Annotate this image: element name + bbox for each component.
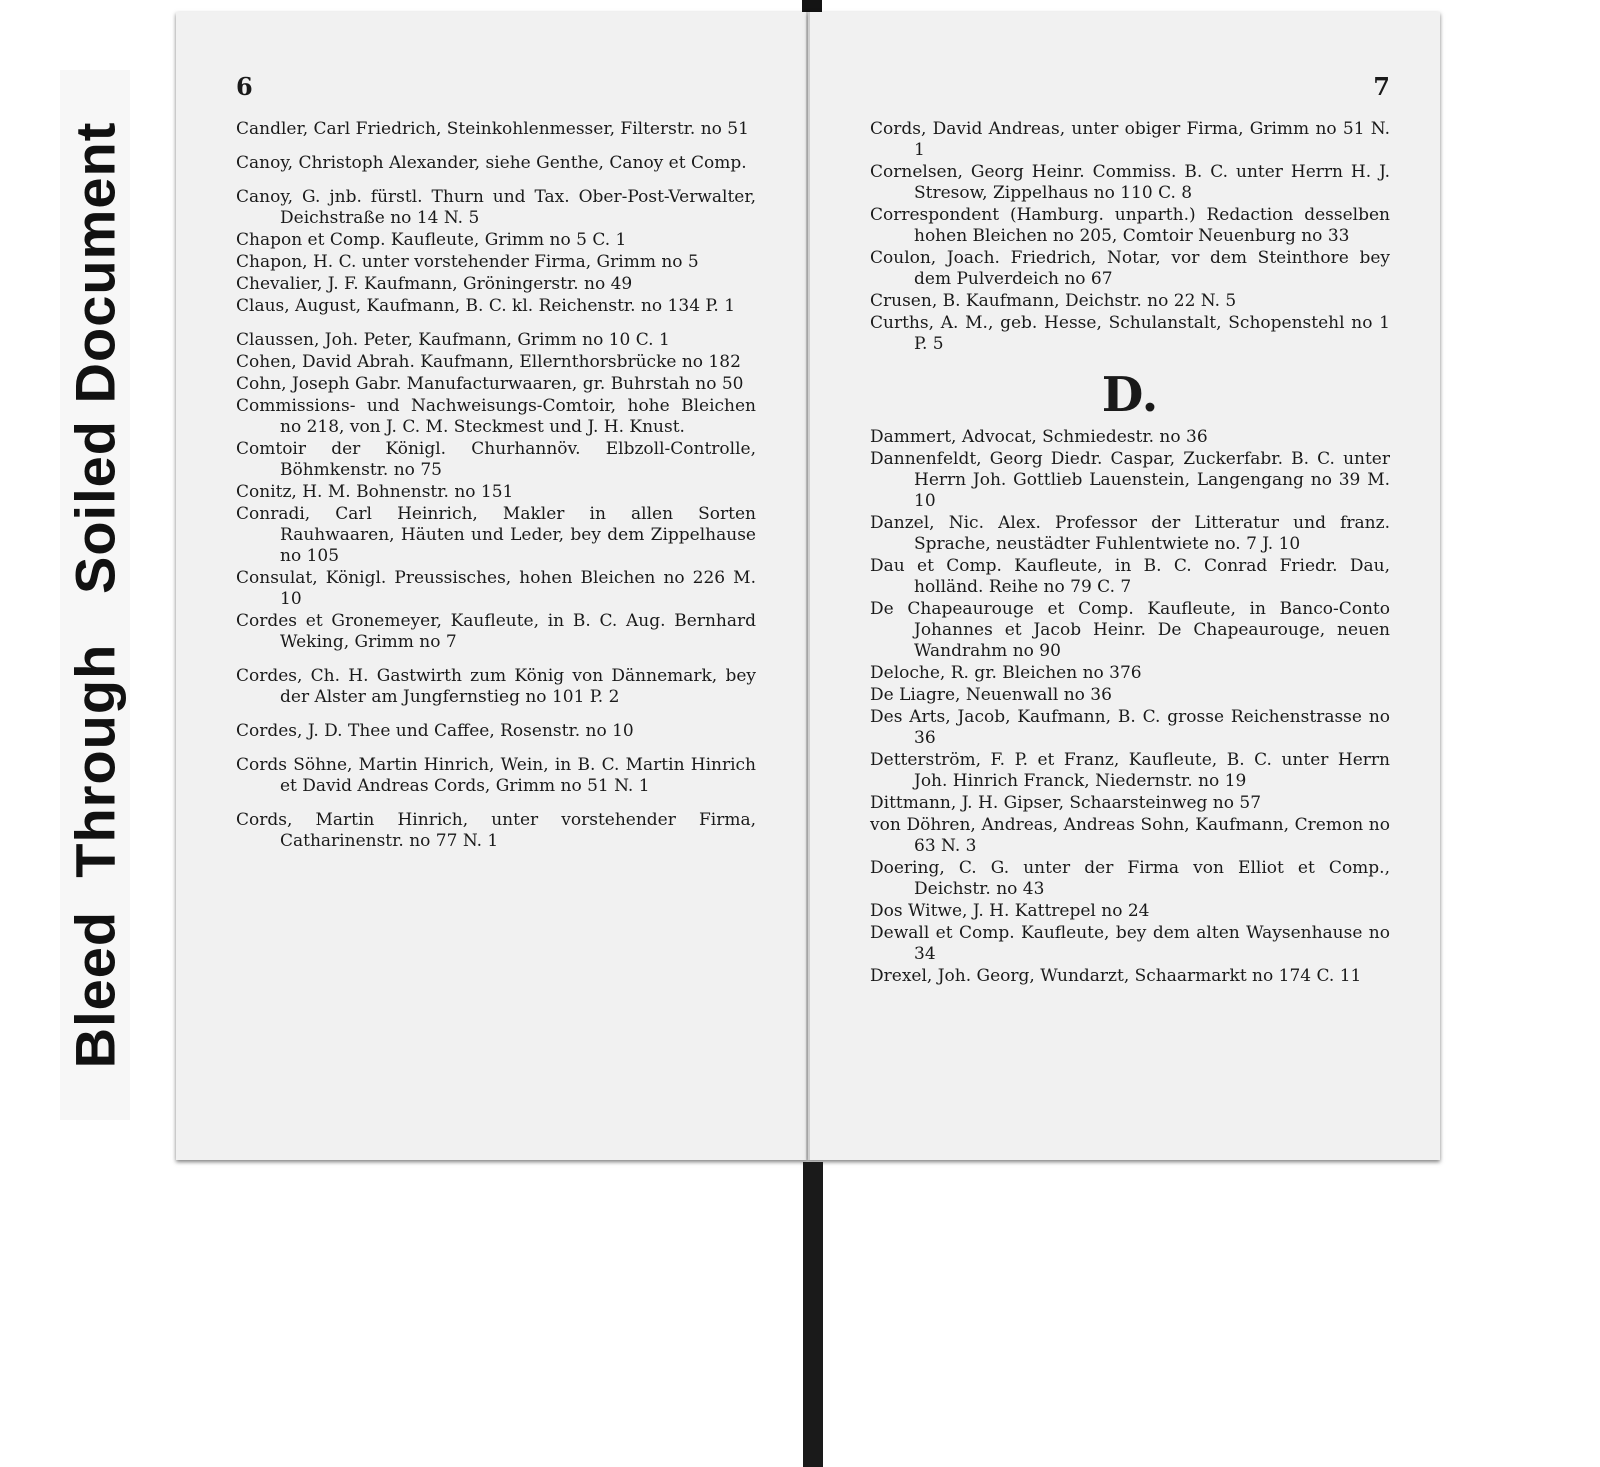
directory-entry: Curths, A. M., geb. Hesse, Schulanstalt, Schopenstehl no 1 P. 5 [870, 313, 1390, 354]
directory-entry: Cords, Martin Hinrich, unter vorstehender Firma, Catharinenstr. no 77 N. 1 [236, 810, 756, 851]
directory-entry: Correspondent (Hamburg. unparth.) Redaction desselben hohen Bleichen no 205, Comtoir Neuenburg no 33 [870, 205, 1390, 246]
directory-entry: Cohn, Joseph Gabr. Manufacturwaaren, gr. Buhrstah no 50 [236, 374, 744, 394]
directory-entry: Chevalier, J. F. Kaufmann, Gröningerstr. no 49 [236, 274, 633, 294]
directory-entry: Consulat, Königl. Preussisches, hohen Bleichen no 226 M. 10 [236, 568, 756, 609]
directory-entry: Detterström, F. P. et Franz, Kaufleute, B. C. unter Herrn Joh. Hinrich Franck, Niedernstr. no 19 [870, 750, 1390, 791]
left-page [176, 12, 808, 1160]
directory-entry: Doering, C. G. unter der Firma von Elliot et Comp., Deichstr. no 43 [870, 858, 1390, 899]
directory-entry: Candler, Carl Friedrich, Steinkohlenmesser, Filterstr. no 51 [236, 119, 749, 139]
directory-entry: Commissions- und Nachweisungs-Comtoir, hohe Bleichen no 218, von J. C. M. Steckmest und J. H. Knust. [236, 396, 756, 437]
directory-entry: von Döhren, Andreas, Andreas Sohn, Kaufmann, Cremon no 63 N. 3 [870, 815, 1390, 856]
left-page-content [236, 72, 756, 853]
directory-entry: Canoy, Christoph Alexander, siehe Genthe, Canoy et Comp. [236, 153, 747, 173]
directory-entry: Des Arts, Jacob, Kaufmann, B. C. grosse Reichenstrasse no 36 [870, 707, 1390, 748]
directory-entry: Crusen, B. Kaufmann, Deichstr. no 22 N. 5 [870, 291, 1237, 311]
directory-entry: Cords, David Andreas, unter obiger Firma, Grimm no 51 N. 1 [870, 119, 1390, 160]
directory-entry: Claus, August, Kaufmann, B. C. kl. Reichenstr. no 134 P. 1 [236, 296, 736, 316]
entry-list [236, 119, 756, 852]
directory-entry: Cordes, Ch. H. Gastwirth zum König von Dännemark, bey der Alster am Jungfernstieg no 101 P. 2 [236, 666, 756, 707]
right-page [808, 12, 1440, 1160]
directory-entry: Chapon et Comp. Kaufleute, Grimm no 5 C. 1 [236, 230, 627, 250]
directory-entry: Dammert, Advocat, Schmiedestr. no 36 [870, 427, 1208, 447]
directory-entry: Drexel, Joh. Georg, Wundarzt, Schaarmarkt no 174 C. 11 [870, 966, 1362, 986]
directory-entry: Cords Söhne, Martin Hinrich, Wein, in B. C. Martin Hinrich et David Andreas Cords, Grimm no 51 N. 1 [236, 755, 756, 796]
directory-entry: Dannenfeldt, Georg Diedr. Caspar, Zuckerfabr. B. C. unter Herrn Joh. Gottlieb Lauenstein, Langengang no 39 M. 10 [870, 449, 1390, 511]
entry-list [870, 427, 1390, 987]
directory-entry: Canoy, G. jnb. fürstl. Thurn und Tax. Ober-Post-Verwalter, Deichstraße no 14 N. 5 [236, 187, 756, 228]
bookmark-ribbon [803, 1162, 823, 1467]
directory-entry: Conitz, H. M. Bohnenstr. no 151 [236, 482, 514, 502]
entry-list [870, 119, 1390, 355]
directory-entry: Dos Witwe, J. H. Kattrepel no 24 [870, 901, 1150, 921]
directory-entry: Dau et Comp. Kaufleute, in B. C. Conrad Friedr. Dau, holländ. Reihe no 79 C. 7 [870, 556, 1390, 597]
directory-entry: Cohen, David Abrah. Kaufmann, Ellernthorsbrücke no 182 [236, 352, 741, 372]
directory-entry: Dewall et Comp. Kaufleute, bey dem alten Waysenhause no 34 [870, 923, 1390, 964]
page-number: 7 [1373, 72, 1390, 101]
directory-entry: Deloche, R. gr. Bleichen no 376 [870, 663, 1142, 683]
directory-entry: Danzel, Nic. Alex. Professor der Litteratur und franz. Sprache, neustädter Fuhlentwiete no. 7 J. 10 [870, 513, 1390, 554]
directory-entry: Dittmann, J. H. Gipser, Schaarsteinweg no 57 [870, 793, 1262, 813]
directory-entry: Cordes et Gronemeyer, Kaufleute, in B. C. Aug. Bernhard Weking, Grimm no 7 [236, 611, 756, 652]
section-heading: D. [1101, 367, 1159, 423]
directory-entry: Chapon, H. C. unter vorstehender Firma, Grimm no 5 [236, 252, 699, 272]
page-number: 6 [236, 72, 253, 101]
directory-entry: De Liagre, Neuenwall no 36 [870, 685, 1112, 705]
directory-entry: Conradi, Carl Heinrich, Makler in allen Sorten Rauhwaaren, Häuten und Leder, bey dem Zippelhause no 105 [236, 504, 756, 566]
side-label: Bleed Through Soiled Document [63, 121, 127, 1069]
directory-entry: Claussen, Joh. Peter, Kaufmann, Grimm no 10 C. 1 [236, 330, 670, 350]
directory-entry: Comtoir der Königl. Churhannöv. Elbzoll-Controlle, Böhmkenstr. no 75 [236, 439, 756, 480]
directory-entry: Cornelsen, Georg Heinr. Commiss. B. C. unter Herrn H. J. Stresow, Zippelhaus no 110 C. 8 [870, 162, 1390, 203]
right-page-content [870, 72, 1390, 988]
directory-entry: Cordes, J. D. Thee und Caffee, Rosenstr. no 10 [236, 721, 634, 741]
directory-entry: Coulon, Joach. Friedrich, Notar, vor dem Steinthore bey dem Pulverdeich no 67 [870, 248, 1390, 289]
directory-entry: De Chapeaurouge et Comp. Kaufleute, in Banco-Conto Johannes et Jacob Heinr. De Chapeaurouge, neuen Wandrahm no 90 [870, 599, 1390, 661]
